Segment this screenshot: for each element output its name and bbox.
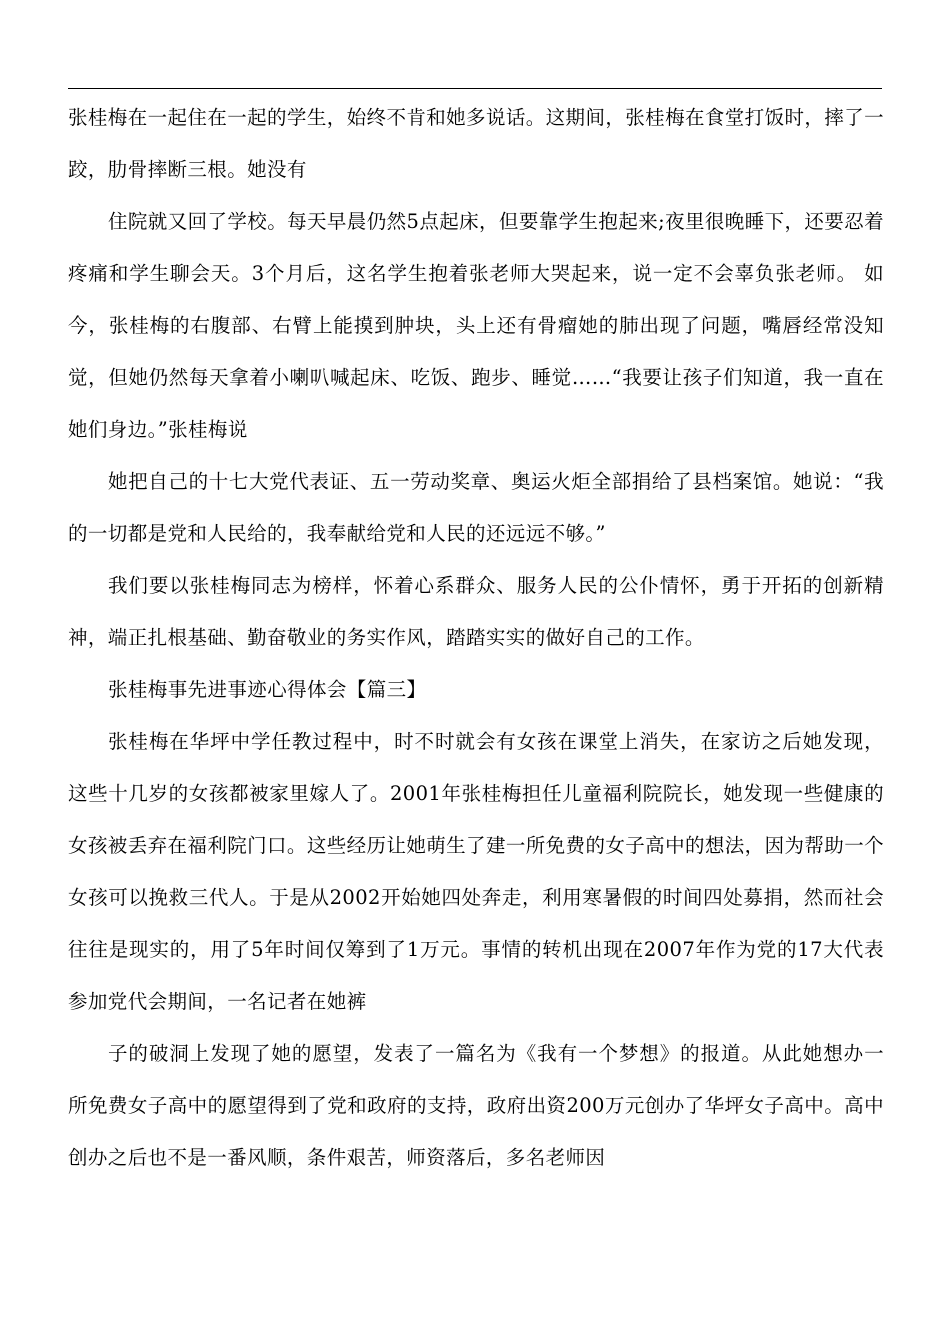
paragraph-2: 住院就又回了学校。每天早晨仍然5点起床，但要靠学生抱起来;夜里很晚睡下，还要忍着疼痛和学生聊会天。3个月后，这名学生抱着张老师大哭起来，说一定不会辜负张老师。 如今，张桂梅的右腹部、右臂上能摸到肿块，头上还有骨瘤她的肺出现了问题，嘴唇经常没知觉，但她仍然每天拿着小喇叭喊起床、吃饭、跑步、睡觉……“我要让孩子们知道，我一直在她们身边。”张桂梅说 <box>68 210 884 441</box>
paragraph-3: 她把自己的十七大党代表证、五一劳动奖章、奥运火炬全部捐给了县档案馆。她说：“我的一切都是党和人民给的，我奉献给党和人民的还远远不够。” <box>68 470 884 545</box>
paragraph-1: 张桂梅在一起住在一起的学生，始终不肯和她多说话。这期间，张桂梅在食堂打饭时，摔了一跤，肋骨摔断三根。她没有 <box>68 106 884 181</box>
header-rule <box>68 88 882 89</box>
section-heading: 张桂梅事先进事迹心得体会【篇三】 <box>108 678 427 701</box>
paragraph-4: 我们要以张桂梅同志为榜样，怀着心系群众、服务人民的公仆情怀，勇于开拓的创新精神，端正扎根基础、勤奋敬业的务实作风，踏踏实实的做好自己的工作。 <box>68 574 884 649</box>
document-body <box>68 92 884 1184</box>
paragraph-6: 子的破洞上发现了她的愿望，发表了一篇名为《我有一个梦想》的报道。从此她想办一所免费女子高中的愿望得到了党和政府的支持，政府出资200万元创办了华坪女子高中。高中创办之后也不是一番风顺，条件艰苦，师资落后，多名老师因 <box>68 1042 884 1169</box>
paragraph-5: 张桂梅在华坪中学任教过程中，时不时就会有女孩在课堂上消失，在家访之后她发现，这些十几岁的女孩都被家里嫁人了。2001年张桂梅担任儿童福利院院长，她发现一些健康的女孩被丢弃在福利院门口。这些经历让她萌生了建一所免费的女子高中的想法，因为帮助一个女孩可以挽救三代人。于是从2002开始她四处奔走，利用寒暑假的时间四处募捐，然而社会往往是现实的，用了5年时间仅筹到了1万元。事情的转机出现在2007年作为党的17大代表参加党代会期间，一名记者在她裤 <box>68 730 884 1013</box>
